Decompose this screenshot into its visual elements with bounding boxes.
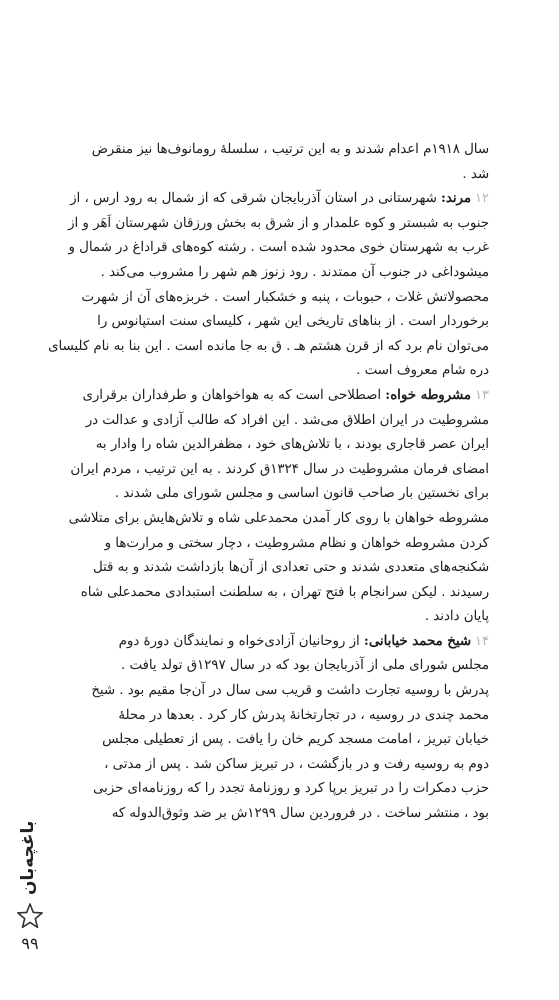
footnote-term: مرند:	[440, 191, 472, 207]
footnote-term: مشروطه خواه:	[385, 387, 472, 403]
text-line: برخوردار است . از بناهای تاریخی این شهر ، کلیسای سنت استپانوس را	[97, 314, 489, 330]
footnote-mashrooteh-khah	[22, 384, 489, 630]
footnote-number: ۱۳	[475, 387, 489, 403]
footnote-number: ۱۲	[475, 191, 489, 207]
book-title: باغچه‌بان	[18, 820, 38, 896]
text-line: محمد چندی در روسیه ، در تجارتخانهٔ پدرش کار کرد . بعدها در محلهٔ	[118, 707, 489, 723]
text-line: مشروطه خواهان با روی کار آمدن محمدعلی شاه و تلاش‌هایش برای متلاشی	[68, 510, 489, 526]
text-line: شکنجه‌های متعددی شدند و حتی تعدادی از آن‌ها بازداشت شدند و به قتل	[92, 560, 489, 576]
text-line: مشروطیت در ایران اطلاق می‌شد . این افراد که طالب آزادی و عدالت در	[85, 412, 489, 428]
text-line: پدرش با روسیه تجارت داشت و قریب سی سال در آن‌جا مقیم بود . شیخ	[91, 683, 489, 699]
text-line: کردن مشروطه خواهان و نظام مشروطیت ، دچار سختی و مرارت‌ها و	[104, 535, 489, 551]
footnote-first-line	[22, 384, 489, 409]
book-title-mark	[14, 818, 44, 928]
text-line: پایان دادند .	[424, 609, 489, 625]
text-line: بود ، منتشر ساخت . در فروردین سال ۱۲۹۹ش بر ضد وثوق‌الدوله که	[111, 806, 489, 822]
text-line: دره شام معروف است .	[356, 363, 489, 379]
text-line: دوم به روسیه رفت و در بازگشت ، در تبریز ساکن شد . پس از مدتی ،	[104, 756, 489, 772]
text-line: خیابان تبریز ، امامت مسجد کریم خان را یافت . پس از تعطیلی مجلس	[102, 732, 489, 748]
text-line: میشوداغی در جنوب آن ممتدند . رود زنوز هم شهر را مشروب می‌کند .	[100, 264, 489, 280]
text-line: مجلس شورای ملی از آذربایجان بود که در سال ۱۲۹۷ق تولد یافت .	[121, 658, 489, 674]
text-line: از روحانیان آزادی‌خواه و نمایندگان دورهٔ دوم	[118, 633, 360, 649]
text-line: شد .	[462, 166, 489, 182]
text-line: امضای فرمان مشروطیت در سال ۱۳۲۴ق کردند . به این ترتیب ، مردم ایران	[70, 461, 489, 477]
text-line: ایران عصر قاجاری بودند ، با تلاش‌های خود ، مظفرالدین شاه را وادار به	[95, 437, 489, 453]
text-line: سال ۱۹۱۸م اعدام شدند و به این ترتیب ، سلسلهٔ رومانوف‌ها نیز منقرض	[91, 142, 489, 157]
page-body	[22, 138, 489, 827]
footnote-first-line	[22, 630, 489, 655]
text-line: محصولاتش غلات ، حبوبات ، پنبه و خشکبار است . خربزه‌های آن از شهرت	[81, 289, 489, 305]
page-number: ۹۹	[21, 934, 39, 953]
text-line: شهرستانی در استان آذربایجان شرقی که از شمال به رود ارس ، از	[70, 191, 437, 207]
footnote-first-line	[22, 187, 489, 212]
text-line: اصطلاحی است که به هواخواهان و طرفداران برقراری	[82, 387, 382, 403]
paragraph-romanov-end	[22, 138, 489, 187]
text-line: می‌توان نام برد که از قرن هشتم هـ . ق به جا مانده است . این بنا به نام کلیسای	[48, 338, 489, 354]
text-line: جنوب به شبستر و کوه علمدار و از شرق به بخش ورزقان شهرستان اَهَر و از	[68, 215, 489, 231]
text-line: غرب به شهرستان خوی محدود شده است . رشته کوه‌های قراداغ در شمال و	[68, 240, 489, 256]
star-icon	[16, 902, 44, 930]
footnote-number: ۱۴	[475, 633, 489, 649]
text-line: حزب دمکرات را در تبریز برپا کرد و روزنامهٔ تجدد را که روزنامه‌ای حزبی	[92, 781, 489, 797]
footnote-term: شیخ محمد خیابانی:	[363, 633, 472, 649]
text-line: برای نخستین بار صاحب قانون اساسی و مجلس شورای ملی شدند .	[114, 486, 489, 502]
text-line: رسیدند . لیکن سرانجام با فتح تهران ، به سلطنت استبدادی محمدعلی شاه	[80, 584, 489, 600]
footnote-khiabani	[22, 630, 489, 827]
footnote-marand	[22, 187, 489, 384]
